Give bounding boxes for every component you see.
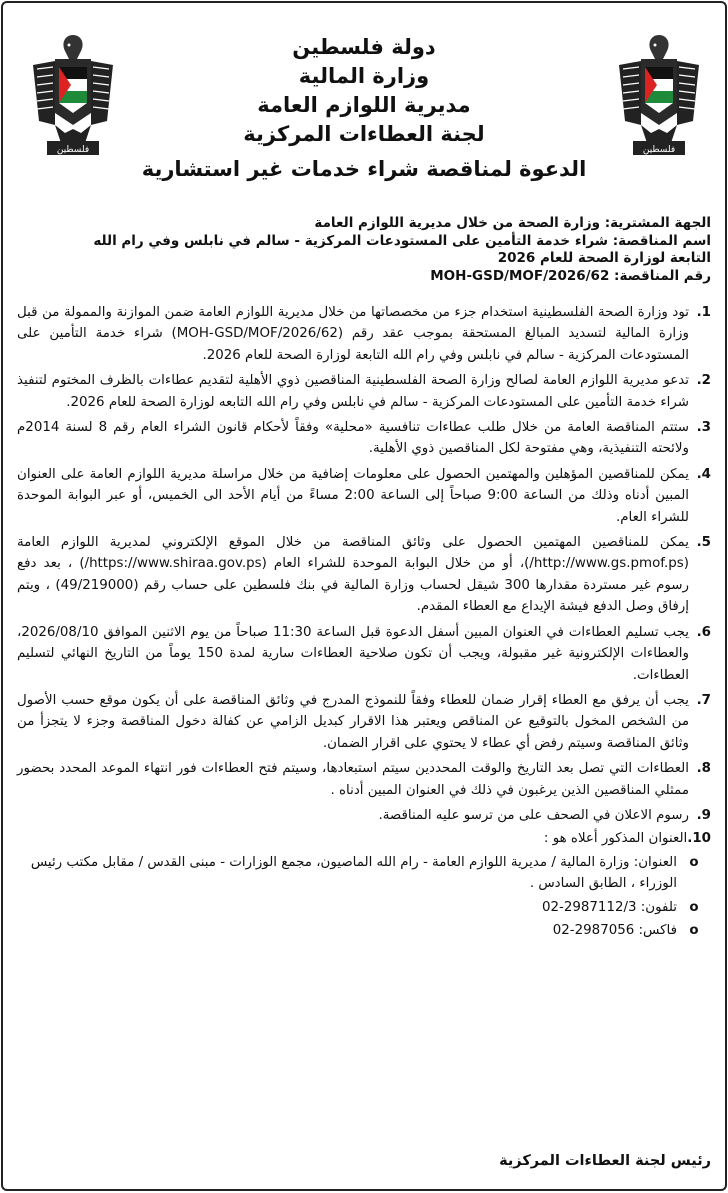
clause-item [17,370,711,413]
tender-notice-page [1,1,727,1191]
tender-name-label: اسم المناقصة: [612,232,711,249]
buyer-label: الجهة المشترية: [604,215,711,231]
clause-number: 10. [687,831,711,847]
fax-label: فاكس: [638,922,677,938]
tender-name-row-2 [17,250,711,268]
clause-item [17,532,711,618]
clause-item [17,805,711,826]
clause-text: يجب أن يرفق مع العطاء إقرار ضمان للعطاء وفقاً للنموذج المدرج في وثائق المناقصة على أن يكون موقع حسب الأصول من الشخص المخول بالتوقيع عن المناقص ويعتبر هذا الاقرار كبديل الزامي عن كفالة دخول المناقصة وجزء لا يتجزأ من وثائق المناقصة وسيتم رفض أي عطاء لا يحتوي على اقرار الضمان. [17,692,689,751]
fax-value: 02-2987056 [552,922,635,938]
bullet-marker: o [689,854,699,870]
bullet-marker: o [689,922,699,938]
clause-number: 5. [696,535,711,551]
clause-number: 2. [696,373,711,389]
clause-number: 1. [696,305,711,320]
tender-clauses [17,302,711,943]
palestine-eagle-emblem-right [611,25,707,163]
clause-number: 3. [696,420,711,436]
tender-name-value: شراء خدمة التأمين على المستودعات المركزية - سالم في نابلس وفي رام الله [93,232,609,249]
clause-item [17,758,711,801]
clause-number: 4. [696,466,711,482]
clause-text: يمكن للمناقصين المؤهلين والمهتمين الحصول على معلومات إضافية من خلال مراسلة مديرية اللوازم العامة على العنوان المبين أدناه وذلك من الساعة 9:00 صباحاً إلى الساعة 2:00 مساءً من أيام الأحد الى الخميس، أو عبر البوابة الموحدة للشراء العام. [17,466,689,525]
tender-name-value-2: التابعة لوزارة الصحة للعام 2026 [497,250,711,266]
emblem-caption: فلسطين [642,145,676,155]
clause-text: العنوان المذكور أعلاه هو : [543,831,688,847]
header-line-state: دولة فلسطين [292,35,436,59]
clause-text: رسوم الاعلان في الصحف على من ترسو عليه المناقصة. [378,807,689,823]
clause-item [17,828,711,849]
clause-item [17,417,711,460]
clause-number: 9. [696,807,711,823]
phone-value: 02-2987112/3 [541,899,637,915]
clause-number: 8. [696,761,711,777]
clause-item [17,622,711,686]
fax-bullet [17,920,711,941]
buyer-row [17,215,711,233]
header [133,33,595,184]
notice-title: الدعوة لمناقصة شراء خدمات غير استشارية [141,157,587,181]
tender-number-label: رقم المناقصة: [614,267,711,284]
clause-text: العطاءات التي تصل بعد التاريخ والوقت المحددين سيتم استبعادها، وسيتم فتح العطاءات فور انتهاء الموعد المحدد بحضور ممثلي المناقصين الذين يرغبون في ذلك في العنوان المبين أدناه . [17,761,689,798]
clause-text: تدعو مديرية اللوازم العامة لصالح وزارة الصحة الفلسطينية المناقصين ذوي الأهلية لتقديم عطاءات بالظرف المختوم لتنفيذ شراء خدمة التأمين على المستودعات المركزية - سالم في نابلس وفي رام الله التابعه لوزارة الصحة للعام 2026. [17,373,689,410]
bullet-marker: o [689,899,699,915]
clause-number: 7. [696,692,711,708]
clause-number: 6. [696,624,711,640]
tender-meta [17,215,711,285]
signature-line: رئيس لجنة العطاءات المركزية [499,1153,711,1169]
clause-item [17,464,711,528]
tender-number-row [17,268,711,286]
clause-text: ستتم المناقصة العامة من خلال طلب عطاءات تنافسية «محلية» وفقاً لأحكام قانون الشراء العام رقم 8 لسنة 2014م ولائحته التنفيذية، وهي مفتوحة لكل المناقصين ذوي الأهلية. [17,420,689,457]
header-line-committee: لجنة العطاءات المركزية [243,122,485,146]
address-bullet [17,852,711,895]
palestine-eagle-emblem-left [25,25,121,163]
tender-number-value: MOH-GSD/MOF/2026/62 [430,267,610,284]
clause-item [17,690,711,754]
emblem-caption: فلسطين [56,145,90,155]
clause-text: يجب تسليم العطاءات في العنوان المبين أسفل الدعوة قبل الساعة 11:30 صباحاً من يوم الاثنين الموافق 2026/08/10، والعطاءات الإلكترونية غير مقبولة، ويجب أن تكون صلاحية العطاءات سارية لمدة 150 يوماً من التاريخ النهائي لتسليم العطاءات. [17,624,689,683]
phone-bullet [17,897,711,918]
clause-text: يمكن للمناقصين المهتمين الحصول على وثائق المناقصة من خلال الموقع الإلكتروني لمديرية اللوازم العامة (http://www.gs.pmof.ps/)، أو من خلال البوابة الموحدة للشراء العام (https://www.shiraa.gov.ps/) ، بعد دفع رسوم غير مستردة مقدارها 300 شيقل لحساب وزارة المالية في بنك فلسطين على حساب رقم (49/219000) ، ويتم إرفاق وصل الدفع فيشة الإيداع مع العطاء المقدم. [17,535,689,615]
clause-item [17,302,711,366]
clause-text: تود وزارة الصحة الفلسطينية استخدام جزء من مخصصاتها من خلال مديرية اللوازم العامة ضمن الموازنة والممولة من قبل وزارة المالية لتسديد المبالغ المستحقة بموجب عقد رقم (MOH-GSD/MOF/2026/62) شراء خدمة التأمين على المستودعات المركزية - سالم في نابلس وفي رام الله التابعة لوزارة الصحة للعام 2026. [17,305,689,363]
address-text: العنوان: وزارة المالية / مديرية اللوازم العامة - رام الله الماصيون، مجمع الوزارات - مبنى القدس / مقابل مكتب رئيس الوزراء ، الطابق السادس . [30,854,677,892]
buyer-value: وزارة الصحة من خلال مديرية اللوازم العامة [314,215,601,231]
tender-name-row [17,233,711,251]
header-line-directorate: مديرية اللوازم العامة [257,93,471,117]
header-line-ministry: وزارة المالية [298,64,430,88]
phone-label: تلفون: [640,899,677,915]
